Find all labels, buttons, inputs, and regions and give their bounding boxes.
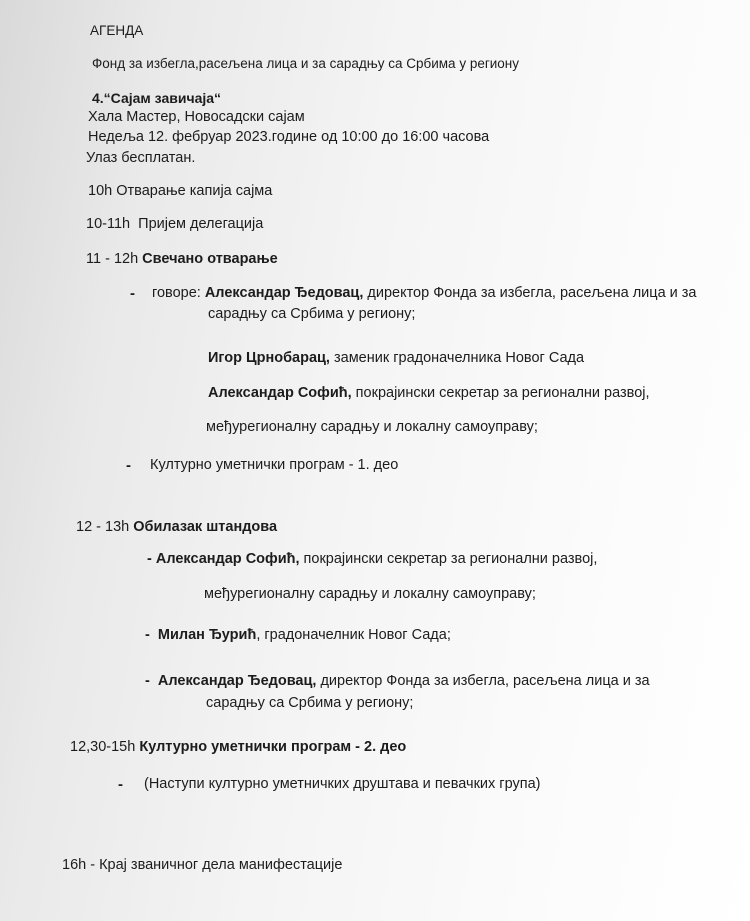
item-time: 11 - 12h	[86, 251, 139, 267]
visitor-djedovac	[145, 672, 650, 690]
speaker-role-continued: међурегионалну сарадњу и локалну самоуправу;	[206, 419, 538, 435]
visitor-name: - Александар Софић,	[147, 551, 300, 567]
visitor-role: покрајински секретар за регионални развој,	[299, 551, 598, 567]
cultural-program-part-1: Културно уметнички програм - 1. део	[150, 457, 399, 473]
bullet-dash: -	[130, 285, 135, 302]
visitor-role-continued: међурегионалну сарадњу и локалну самоуправу;	[204, 586, 536, 602]
event-name: 4.“Сајам завичаја“	[92, 90, 222, 106]
visitor-role: директор Фонда за избегла, расељена лица и за	[316, 673, 650, 689]
schedule-item-closing	[62, 856, 342, 874]
item-text: Отварање капија сајма	[116, 183, 273, 199]
schedule-item-reception	[86, 215, 263, 233]
bullet-dash: -	[145, 627, 150, 643]
organization-name: Фонд за избегла,расељена лица и за сарадњу са Србима у региону	[92, 56, 520, 71]
visitor-sofic	[147, 550, 597, 568]
speaker-role: директор Фонда за избегла, расељена лица и за	[363, 285, 697, 301]
schedule-item-ceremony	[86, 250, 278, 268]
item-time: 16h	[62, 857, 87, 873]
speaker-sofic	[208, 384, 650, 402]
bullet-dash: -	[126, 457, 131, 474]
item-time: 12 - 13h	[76, 519, 130, 535]
speaker-name: Александар Софић,	[208, 385, 352, 401]
bullet-dash: -	[118, 776, 123, 793]
item-text: - Крај званичног дела манифестације	[90, 857, 343, 873]
visitor-djuric	[145, 626, 451, 644]
item-time: 10h	[88, 183, 113, 199]
speaker-name: Александар Ђедовац,	[204, 285, 364, 301]
schedule-item-stand-tour	[76, 518, 277, 536]
visitor-name: Милан Ђурић	[157, 627, 257, 643]
item-time: 12,30-15h	[70, 739, 136, 755]
speaker-role-continued: сарадњу са Србима у региону;	[208, 306, 416, 322]
speaker-name: Игор Црнобарац,	[208, 350, 330, 366]
cultural-program-detail: (Наступи културно уметничких друштава и певачких група)	[144, 776, 541, 792]
event-datetime: Недеља 12. фебруар 2023.године од 10:00 до 16:00 часова	[88, 129, 490, 145]
event-entry: Улаз бесплатан.	[86, 150, 196, 166]
speakers-label: говоре:	[152, 285, 201, 301]
visitor-role-continued: сарадњу са Србима у региону;	[206, 695, 414, 711]
speaker-djedovac	[152, 284, 697, 302]
schedule-item-cultural-program-2	[70, 738, 406, 756]
bullet-dash: -	[145, 673, 150, 689]
item-text: Пријем делегација	[138, 216, 264, 232]
speaker-role: покрајински секретар за регионални развој,	[351, 385, 650, 401]
speaker-role: заменик градоначелника Новог Сада	[329, 350, 585, 366]
item-title: Свечано отварање	[142, 251, 278, 267]
schedule-item-opening-gates	[88, 182, 272, 200]
item-time: 10-11h	[86, 216, 131, 232]
item-title: Обилазак штандова	[133, 519, 278, 535]
speaker-crnobarac	[208, 349, 584, 367]
visitor-role: , градоначелник Новог Сада;	[256, 627, 451, 643]
agenda-title: АГЕНДА	[90, 23, 144, 38]
visitor-name: Александар Ђедовац,	[157, 673, 317, 689]
event-venue: Хала Мастер, Новосадски сајам	[88, 109, 305, 125]
item-title: Културно уметнички програм - 2. део	[139, 739, 407, 755]
